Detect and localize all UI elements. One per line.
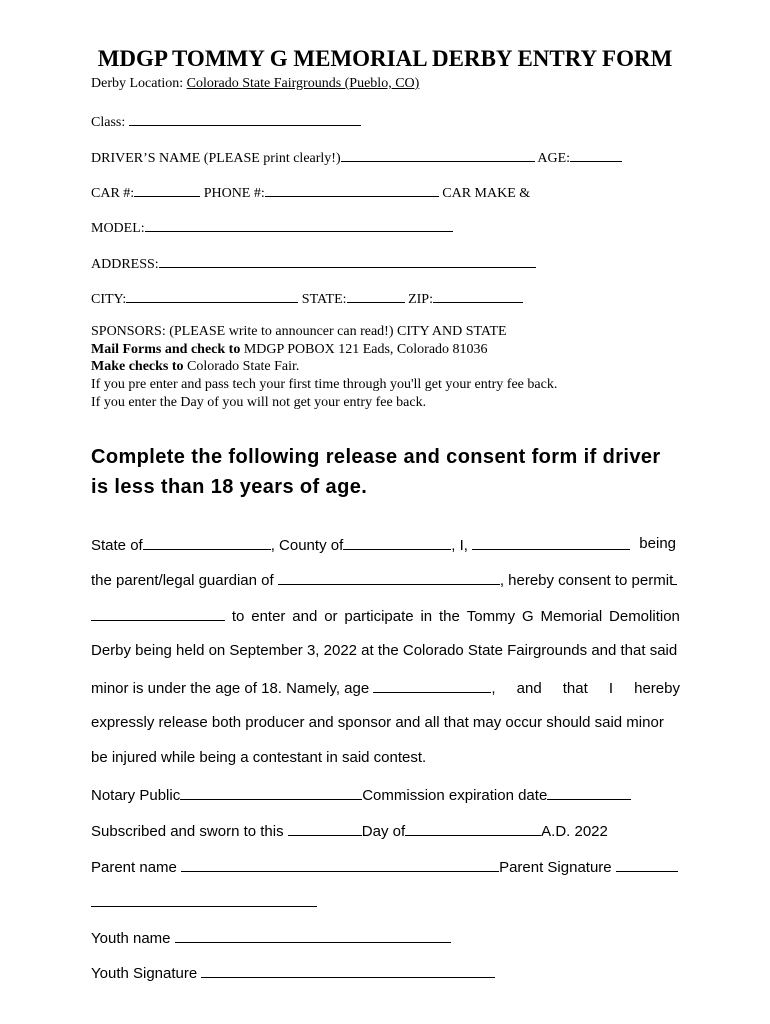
derby-location: [91, 76, 419, 92]
parent-signature-continuation: [91, 892, 680, 911]
class-field[interactable]: [129, 111, 361, 126]
day-field[interactable]: [288, 821, 362, 836]
car-number-field[interactable]: [134, 182, 200, 197]
youth-name-label: Youth name: [91, 930, 171, 947]
page-title: MDGP TOMMY G MEMORIAL DERBY ENTRY FORM: [97, 46, 673, 71]
youth-signature-label: Youth Signature: [91, 965, 198, 982]
car-number-label: CAR #:: [91, 186, 135, 201]
youth-name-row: [91, 928, 680, 947]
release-line-4: Derby being held on September 3, 2022 at the Colorado State Fairgrounds and that said: [91, 642, 678, 659]
phone-field[interactable]: [265, 182, 439, 197]
guardian-of-label: the parent/legal guardian of: [91, 572, 274, 589]
class-label: Class:: [91, 115, 126, 130]
consent-field[interactable]: [673, 570, 677, 585]
day-of-label: Day of: [361, 823, 406, 840]
word: participate: [344, 608, 414, 625]
city-field[interactable]: [126, 288, 298, 303]
make-checks-payee: Colorado State Fair.: [183, 359, 300, 374]
driver-name-label: DRIVER’S NAME (PLEASE print clearly!): [91, 151, 341, 166]
parent-signature-label: Parent Signature: [499, 859, 612, 876]
word: and: [516, 680, 542, 697]
minor-name-field[interactable]: [278, 570, 500, 585]
word: G: [521, 608, 534, 625]
make-checks-line: [91, 359, 299, 375]
word: enter: [251, 608, 286, 625]
state-of-label: State of: [91, 537, 143, 554]
subscribed-row: [91, 821, 680, 840]
state-field[interactable]: [347, 288, 405, 303]
commission-label: Commission expiration date: [362, 787, 548, 804]
zip-label: ZIP:: [408, 292, 433, 307]
address-field[interactable]: [159, 253, 536, 268]
mail-forms-address: MDGP POBOX 121 Eads, Colorado 81036: [240, 342, 488, 357]
parent-row: [91, 857, 680, 876]
car-make-label: CAR MAKE &: [442, 186, 531, 201]
word: that: [562, 680, 588, 697]
word: Demolition: [609, 608, 680, 625]
driver-name-field[interactable]: [341, 147, 535, 162]
state-label: STATE:: [301, 292, 347, 307]
consent-label: , hereby consent to permit: [499, 572, 674, 589]
state-of-field[interactable]: [143, 535, 271, 550]
notary-public-label: Notary Public: [91, 787, 181, 804]
model-row: [91, 217, 453, 237]
phone-label: PHONE #:: [203, 186, 265, 201]
release-heading: Complete the following release and consent form if driver is less than 18 years of age.: [91, 446, 661, 498]
release-line-3: [91, 606, 680, 625]
word: or: [324, 608, 338, 625]
word: in: [420, 608, 433, 625]
word: I: [608, 680, 614, 697]
parent-signature-field-2[interactable]: [91, 892, 317, 907]
sponsors-line: SPONSORS: (PLEASE write to announcer can read!) CITY AND STATE: [91, 324, 507, 339]
address-row: [91, 253, 536, 273]
being-label: being: [639, 535, 676, 552]
class-row: [91, 111, 361, 131]
county-of-field[interactable]: [343, 535, 451, 550]
youth-name-field[interactable]: [175, 928, 451, 943]
word: to: [231, 608, 245, 625]
ad-year-label: A.D. 2022: [541, 823, 608, 840]
notary-public-field[interactable]: [180, 785, 362, 800]
release-line-5: [91, 678, 680, 697]
word: hereby: [634, 680, 680, 697]
parent-name-label: Parent name: [91, 859, 177, 876]
make-checks-label: Make checks to: [91, 359, 184, 374]
pre-enter-note: If you pre enter and pass tech your first time through you'll get your entry fee back.: [91, 377, 558, 392]
word: the: [439, 608, 460, 625]
derby-location-label: Derby Location:: [91, 76, 184, 91]
age-field[interactable]: [570, 147, 622, 162]
minor-age-field[interactable]: [373, 678, 491, 693]
release-line-2: [91, 570, 680, 589]
subscribed-label: Subscribed and sworn to this: [91, 823, 284, 840]
notary-row: [91, 785, 680, 804]
release-line-7: be injured while being a contestant in said contest.: [91, 749, 427, 766]
youth-signature-field[interactable]: [201, 963, 495, 978]
age-label: AGE:: [537, 151, 571, 166]
address-label: ADDRESS:: [91, 257, 159, 272]
parent-name-field[interactable]: [181, 857, 499, 872]
release-line-1: [91, 535, 680, 554]
commission-field[interactable]: [547, 785, 631, 800]
car-row: [91, 182, 530, 202]
zip-field[interactable]: [433, 288, 523, 303]
word: Tommy: [466, 608, 516, 625]
city-row: [91, 288, 523, 308]
mail-forms-label: Mail Forms and check to: [91, 342, 241, 357]
i-label: , I,: [451, 537, 468, 554]
minor-age-label: minor is under the age of 18. Namely, age: [91, 680, 370, 697]
county-of-label: , County of: [270, 537, 344, 554]
driver-row: [91, 147, 622, 167]
city-label: CITY:: [91, 292, 127, 307]
model-label: MODEL:: [91, 221, 145, 236]
day-of-note: If you enter the Day of you will not get your entry fee back.: [91, 395, 427, 410]
comma: ,: [491, 680, 496, 697]
parent-signature-field[interactable]: [616, 857, 678, 872]
derby-location-value: Colorado State Fairgrounds (Pueblo, CO): [186, 76, 420, 91]
release-line-6: expressly release both producer and sponsor and all that may occur should said minor: [91, 714, 664, 731]
guardian-name-field[interactable]: [472, 535, 630, 550]
word: Memorial: [540, 608, 603, 625]
month-field[interactable]: [405, 821, 541, 836]
word: and: [292, 608, 318, 625]
youth-signature-row: [91, 963, 680, 982]
participant-name-field[interactable]: [91, 606, 225, 621]
model-field[interactable]: [145, 217, 453, 232]
mail-forms-line: [91, 342, 488, 358]
